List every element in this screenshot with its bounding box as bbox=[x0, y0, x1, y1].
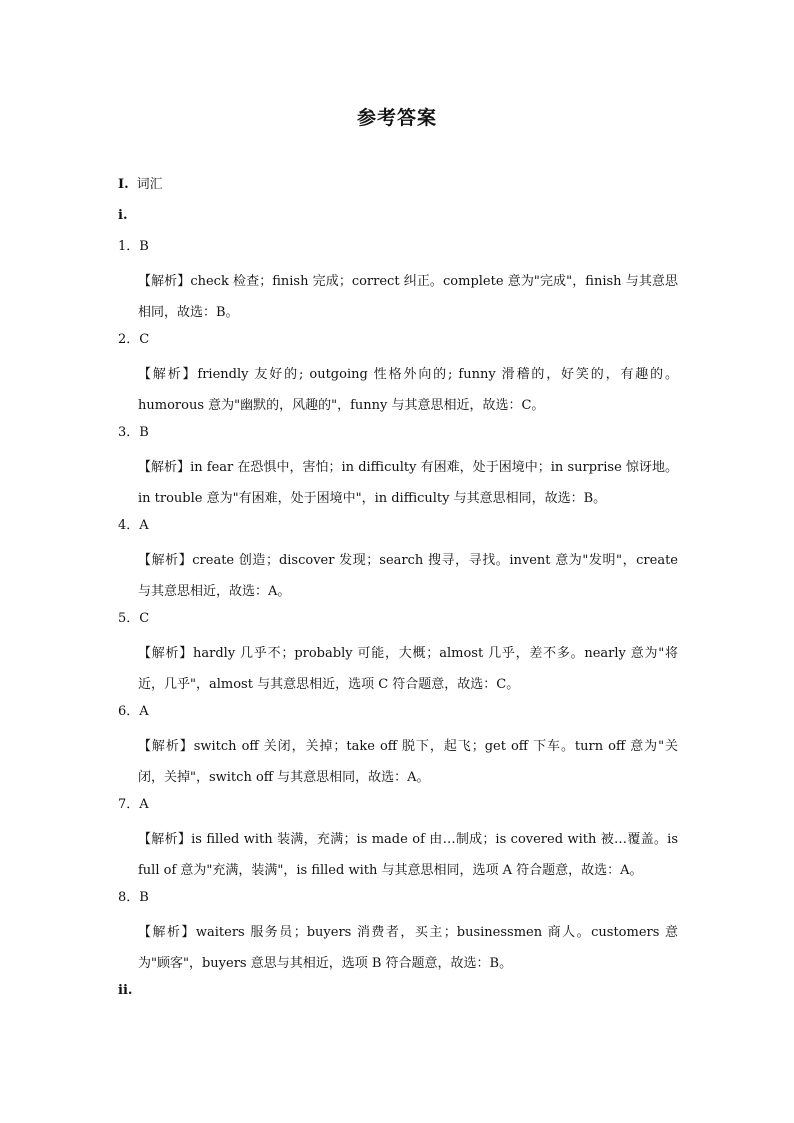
page-title: 参考答案 bbox=[356, 107, 437, 129]
question-explanation: 【解析】check 检查；finish 完成；correct 纠正。complete 意为"完成"，finish 与其意思相同，故选：B。 bbox=[138, 274, 678, 320]
question-item bbox=[118, 607, 678, 700]
question-item bbox=[118, 793, 678, 886]
question-answer: 7．A bbox=[118, 797, 149, 812]
question-item bbox=[118, 514, 678, 607]
question-item bbox=[118, 700, 678, 793]
part-i-heading: i. bbox=[118, 208, 128, 223]
question-item bbox=[118, 421, 678, 514]
question-item bbox=[118, 886, 678, 979]
question-answer: 3．B bbox=[118, 425, 149, 440]
question-answer: 8．B bbox=[118, 890, 149, 905]
question-item bbox=[118, 235, 678, 328]
question-explanation: 【解析】in fear 在恐惧中，害怕；in difficulty 有困难，处于困境中；in surprise 惊讶地。in trouble 意为"有困难，处于困境中"，in difficulty 与其意思相同，故选：B。 bbox=[138, 460, 678, 506]
question-explanation: 【解析】waiters 服务员；buyers 消费者，买主；businessmen 商人。customers 意为"顾客"，buyers 意思与其相近，选项 B 符合题意，故选：B。 bbox=[138, 925, 678, 971]
question-item bbox=[118, 328, 678, 421]
question-explanation: 【解析】hardly 几乎不；probably 可能，大概；almost 几乎，差不多。nearly 意为"将近，几乎"，almost 与其意思相近，选项 C 符合题意，故选：C。 bbox=[138, 646, 678, 692]
section-heading bbox=[118, 173, 678, 204]
question-explanation: 【解析】friendly 友好的; outgoing 性格外向的; funny 滑稽的，好笑的，有趣的。humorous 意为"幽默的，风趣的"，funny 与其意思相近，故选：C。 bbox=[138, 367, 678, 413]
question-explanation: 【解析】switch off 关闭，关掉；take off 脱下，起飞；get off 下车。turn off 意为"关闭，关掉"，switch off 与其意思相同，故选：A。 bbox=[138, 739, 678, 785]
question-answer: 1．B bbox=[118, 239, 149, 254]
question-list bbox=[118, 235, 678, 979]
section-label: 词汇 bbox=[136, 177, 163, 192]
question-answer: 2．C bbox=[118, 332, 150, 347]
question-answer: 4．A bbox=[118, 518, 149, 533]
answer-content bbox=[118, 173, 678, 1010]
question-explanation: 【解析】is filled with 装满，充满；is made of 由…制成；is covered with 被…覆盖。is full of 意为"充满，装满"，is filled with 与其意思相同，选项 A 符合题意，故选：A。 bbox=[138, 832, 678, 878]
question-answer: 6．A bbox=[118, 704, 149, 719]
part-ii-heading: ii. bbox=[118, 983, 133, 998]
question-answer: 5．C bbox=[118, 611, 150, 626]
question-explanation: 【解析】create 创造；discover 发现；search 搜寻，寻找。invent 意为"发明"，create 与其意思相近，故选：A。 bbox=[138, 553, 678, 599]
section-number: I. bbox=[118, 177, 129, 192]
